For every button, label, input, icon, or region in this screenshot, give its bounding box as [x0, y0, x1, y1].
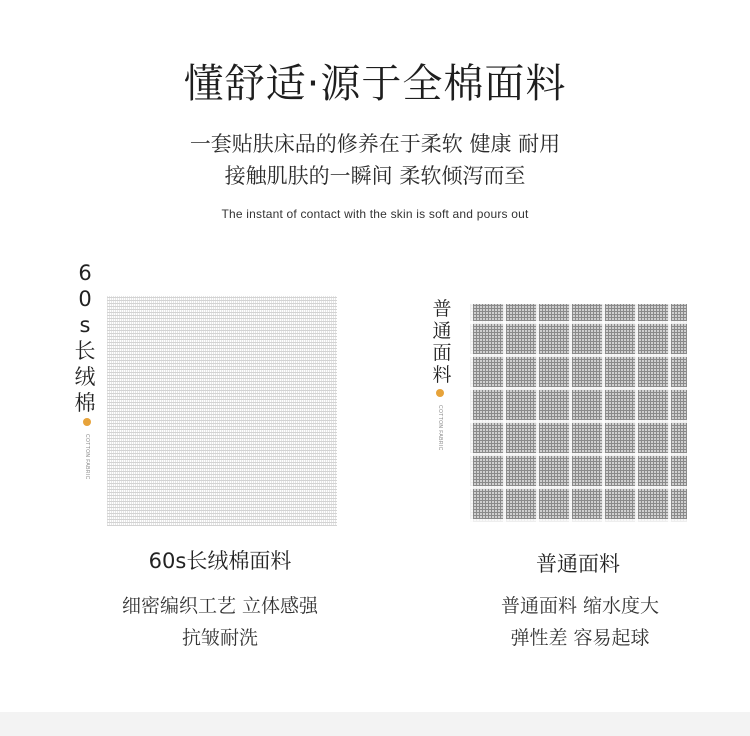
left-label-char: 6 — [78, 261, 92, 285]
left-label-char: 绒 — [74, 365, 96, 389]
subtitle-line-2: 接触肌肤的一瞬间 柔软倾泻而至 — [224, 164, 526, 188]
right-description — [430, 590, 730, 654]
right-accent-dot-icon — [436, 389, 444, 397]
page-title: 懂舒适·源于全棉面料 — [183, 61, 567, 107]
left-desc-line: 细密编织工艺 立体感强 — [121, 595, 319, 617]
right-label-char: 通 — [432, 320, 452, 342]
right-label-char: 普 — [432, 298, 452, 320]
left-vertical-label — [71, 263, 99, 419]
long-staple-cotton-swatch — [107, 296, 337, 526]
left-description — [70, 590, 370, 654]
left-label-char: 0 — [78, 287, 92, 311]
right-desc-line: 弹性差 容易起球 — [510, 627, 650, 649]
left-accent-dot-icon — [83, 418, 91, 426]
left-label-char: 棉 — [74, 391, 96, 415]
right-caption: 普通面料 — [536, 552, 620, 576]
left-caption: 60s长绒棉面料 — [148, 549, 292, 573]
ordinary-fabric-swatch — [470, 304, 687, 522]
left-label-char: s — [79, 313, 91, 337]
subtitle-line-1: 一套贴肤床品的修养在于柔软 健康 耐用 — [189, 132, 561, 156]
right-desc-line: 普通面料 缩水度大 — [500, 595, 660, 617]
left-small-vertical-text: COTTON FABRIC — [84, 434, 90, 480]
right-label-char: 面 — [432, 342, 452, 364]
footer-bar — [0, 712, 750, 736]
left-desc-line: 抗皱耐洗 — [181, 627, 258, 649]
right-label-char: 料 — [432, 364, 452, 386]
english-tagline: The instant of contact with the skin is soft and pours out — [221, 207, 529, 221]
right-small-vertical-text: COTTON FABRIC — [437, 405, 443, 451]
right-vertical-label — [428, 300, 456, 388]
left-label-char: 长 — [74, 339, 96, 363]
